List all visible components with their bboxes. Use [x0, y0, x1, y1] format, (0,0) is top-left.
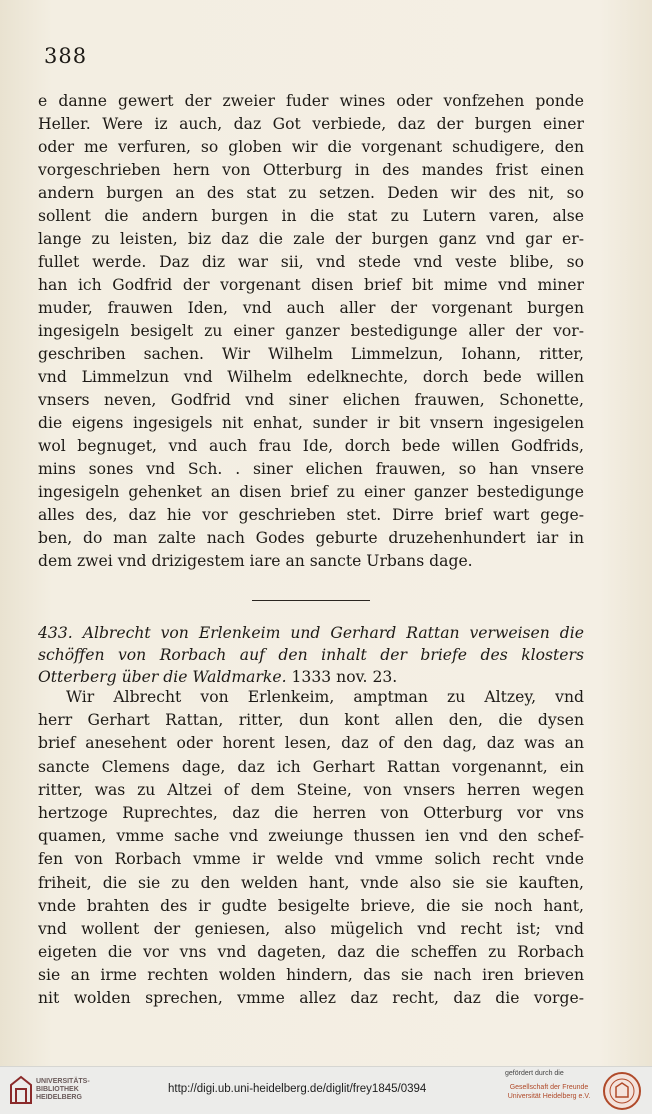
text-line: quamen, vmme sache vnd zweiunge thussen ien vnd den schef-	[38, 827, 584, 846]
text-line: Wir Albrecht von Erlenkeim, amptman zu Altzey, vnd	[66, 688, 584, 706]
text-line: han ich Godfrid der vorgenant disen brief bit mime vnd miner	[38, 276, 584, 294]
text-line: vnsers neven, Godfrid vnd siner elichen frauwen, Schonette,	[38, 391, 584, 409]
text-line: sie an irme rechten wolden hindern, das sie nach iren brieven	[38, 966, 584, 985]
university-seal-icon	[602, 1071, 642, 1111]
text-line: friheit, die sie zu den welden hant, vnde also sie sie kauften,	[38, 873, 584, 892]
text-line: ben, do man zalte nach Godes geburte druzehenhundert iar in	[38, 529, 584, 547]
text-line: oder me verfuren, so globen wir die vorgenant schudigere, den	[38, 138, 584, 156]
permalink-url[interactable]: http://digi.ub.uni-heidelberg.de/diglit/frey1845/0394	[168, 1083, 427, 1095]
sponsor-name[interactable]: Gesellschaft der Freunde Universität Heidelberg e.V.	[507, 1084, 591, 1100]
text-line: geschriben sachen. Wir Wilhelm Limmelzun, Iohann, ritter,	[38, 345, 584, 363]
heading-line-with-date	[38, 666, 584, 688]
document-body	[38, 686, 584, 1011]
text-line: wol begnuget, vnd auch frau Ide, dorch bede willen Godfrids,	[38, 437, 584, 455]
text-line: brief anesehent oder horent lesen, daz of den dag, daz was an	[38, 734, 584, 753]
library-name: UNIVERSITÄTS- BIBLIOTHEK HEIDELBERG	[36, 1078, 90, 1101]
text-line: Heller. Were iz auch, daz Got verbiede, daz der burgen einer	[38, 115, 584, 133]
text-line: hertzoge Ruprechtes, daz die herren von Otterburg vor vns	[38, 803, 584, 822]
text-line: vnde brahten des ir gudte besigelte brieve, die sie noch hant,	[38, 896, 584, 915]
text-line: ingesigeln besigelt zu einer ganzer bestedigunge aller der vor-	[38, 322, 584, 340]
text-line: alles des, daz hie vor geschrieben stet. Dirre brief wart gege-	[38, 506, 584, 524]
funded-by-label: gefördert durch die	[505, 1070, 564, 1077]
document-heading	[38, 622, 584, 688]
viewer-footer	[0, 1066, 652, 1114]
text-line: eigeten die vor vns vnd dageten, daz die scheffen zu Rorbach	[38, 943, 584, 962]
text-line: sollent die andern burgen in die stat zu Lutern varen, alse	[38, 207, 584, 225]
text-line: lange zu leisten, biz daz die zale der burgen ganz vnd gar er-	[38, 230, 584, 248]
heading-line: Otterberg über die Waldmarke.	[38, 668, 287, 686]
heading-date: 1333 nov. 23.	[291, 668, 398, 686]
text-line: muder, frauwen Iden, vnd auch aller der vorgenant burgen	[38, 299, 584, 317]
text-line: mins sones vnd Sch. . siner elichen frauwen, so han vnsere	[38, 460, 584, 478]
text-line: vnd Limmelzun vnd Wilhelm edelknechte, dorch bede willen	[38, 368, 584, 386]
text-line: e danne gewert der zweier fuder wines oder vonfzehen ponde	[38, 92, 584, 110]
text-line: vorgeschrieben hern von Otterburg in des mandes frist einen	[38, 161, 584, 179]
text-line: nit wolden sprechen, vmme allez daz recht, daz die vorge-	[38, 989, 584, 1008]
text-line: ritter, was zu Altzei of dem Steine, von vnsers herren wegen	[38, 780, 584, 799]
text-line: die eigens ingesigels nit enhat, sunder ir bit vnsern ingesigelen	[38, 414, 584, 432]
text-line: herr Gerhart Rattan, ritter, dun kont allen den, die dysen	[38, 711, 584, 730]
text-line: dem zwei vnd drizigestem iare an sancte Urbans dage.	[38, 552, 473, 570]
text-line: andern burgen an des stat zu setzen. Deden wir des nit, so	[38, 184, 584, 202]
text-line: fen von Rorbach vmme ir welde vnd vmme solich recht vnde	[38, 850, 584, 869]
text-line: ingesigeln gehenket an disen brief zu einer ganzer bestedigunge	[38, 483, 584, 501]
paragraph-continuation	[38, 90, 584, 573]
heading-line: schöffen von Rorbach auf den inhalt der briefe des klosters	[38, 646, 584, 664]
library-logo-icon[interactable]	[8, 1075, 34, 1105]
page-number: 388	[44, 44, 88, 68]
heading-line: 433. Albrecht von Erlenkeim und Gerhard Rattan verweisen die	[38, 624, 584, 642]
text-line: fullet werde. Daz diz war sii, vnd stede vnd veste blibe, so	[38, 253, 584, 271]
text-line: sancte Clemens dage, daz ich Gerhart Rattan vorgenannt, ein	[38, 757, 584, 776]
text-line: vnd wollent der geniesen, also mügelich vnd recht ist; vnd	[38, 919, 584, 938]
section-divider	[252, 600, 370, 601]
